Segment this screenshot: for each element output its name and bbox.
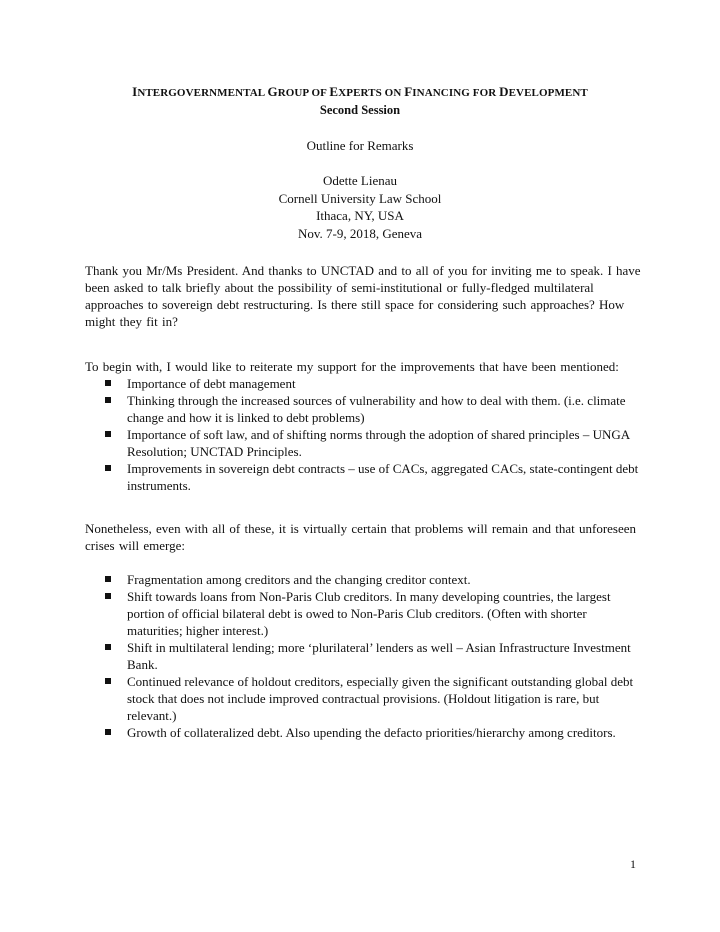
list-item <box>85 375 645 392</box>
support-intro-paragraph: To begin with, I would like to reiterate my support for the improvements that have been mentioned: <box>85 359 619 374</box>
title-word: XPERTS ON <box>338 87 405 99</box>
bullet-square-icon <box>105 678 111 684</box>
page-number: 1 <box>630 857 636 871</box>
bullet-square-icon <box>105 593 111 599</box>
problems-section <box>85 520 645 741</box>
list-item-text: Importance of debt management <box>127 376 296 391</box>
list-item <box>85 639 645 673</box>
bullet-square-icon <box>105 397 111 403</box>
session-title: Second Session <box>319 103 401 117</box>
problems-intro-paragraph: Nonetheless, even with all of these, it is virtually certain that problems will remain and that unforeseen crises will emerge: <box>85 521 637 553</box>
document-header <box>0 84 720 242</box>
list-item <box>85 392 645 426</box>
author-location: Ithaca, NY, USA <box>316 208 404 223</box>
list-item-text: Growth of collateralized debt. Also upending the defacto priorities/hierarchy among creditors. <box>127 725 616 740</box>
spacer <box>85 554 645 571</box>
support-section <box>85 358 645 494</box>
outline-heading: Outline for Remarks <box>306 138 414 153</box>
event-date: Nov. 7-9, 2018, Geneva <box>297 225 423 241</box>
title-initial: D <box>499 84 509 99</box>
list-item-text: Shift in multilateral lending; more ‘plurilateral’ lenders as well – Asian Infrastructure Investment Bank. <box>127 640 631 672</box>
list-item-text: Shift towards loans from Non-Paris Club creditors. In many developing countries, the largest portion of official bilateral debt is owed to Non-Paris Club creditors. (Often with shorter maturities; higher interest.) <box>127 589 611 638</box>
list-item-text: Fragmentation among creditors and the changing creditor context. <box>127 572 471 587</box>
list-item-text: Thinking through the increased sources of vulnerability and how to deal with them. (i.e. climate change and how it is linked to debt problems) <box>127 393 626 425</box>
list-item <box>85 588 645 639</box>
list-item <box>85 571 645 588</box>
support-list <box>85 375 645 494</box>
list-item <box>85 724 645 741</box>
title-word: ROUP OF <box>277 87 330 99</box>
bullet-square-icon <box>105 380 111 386</box>
title-initial: E <box>329 84 339 99</box>
list-item <box>85 673 645 724</box>
intro-paragraph: Thank you Mr/Ms President. And thanks to UNCTAD and to all of you for inviting me to speak. I have been asked to talk briefly about the possibility of semi-institutional or fully-fledged multilateral approaches to sovereign debt restructuring. Is there still space for considering such approaches? How might they fit in? <box>85 263 641 329</box>
bullet-square-icon <box>105 465 111 471</box>
title-initial: I <box>132 84 138 99</box>
title-initial: G <box>267 84 278 99</box>
list-item-text: Importance of soft law, and of shifting norms through the adoption of shared principles – UNGA Resolution; UNCTAD Principles. <box>127 427 630 459</box>
document-title <box>0 84 720 101</box>
list-item-text: Continued relevance of holdout creditors, especially given the significant outstanding global debt stock that does not include improved contractual provisions. (Holdout litigation is rare, but relevant.) <box>127 674 634 723</box>
problems-list <box>85 571 645 741</box>
bullet-square-icon <box>105 644 111 650</box>
bullet-square-icon <box>105 729 111 735</box>
title-initial: F <box>404 84 413 99</box>
bullet-square-icon <box>105 576 111 582</box>
list-item-text: Improvements in sovereign debt contracts – use of CACs, aggregated CACs, state-contingent debt instruments. <box>127 461 639 493</box>
list-item <box>85 460 645 494</box>
title-word: INANCING FOR <box>412 87 500 99</box>
title-word: EVELOPMENT <box>508 87 588 99</box>
intro-section <box>85 262 645 330</box>
title-word: NTERGOVERNMENTAL <box>137 87 268 99</box>
list-item <box>85 426 645 460</box>
author-affiliation: Cornell University Law School <box>278 190 442 206</box>
author-name: Odette Lienau <box>323 173 397 188</box>
bullet-square-icon <box>105 431 111 437</box>
author-block <box>0 172 720 242</box>
